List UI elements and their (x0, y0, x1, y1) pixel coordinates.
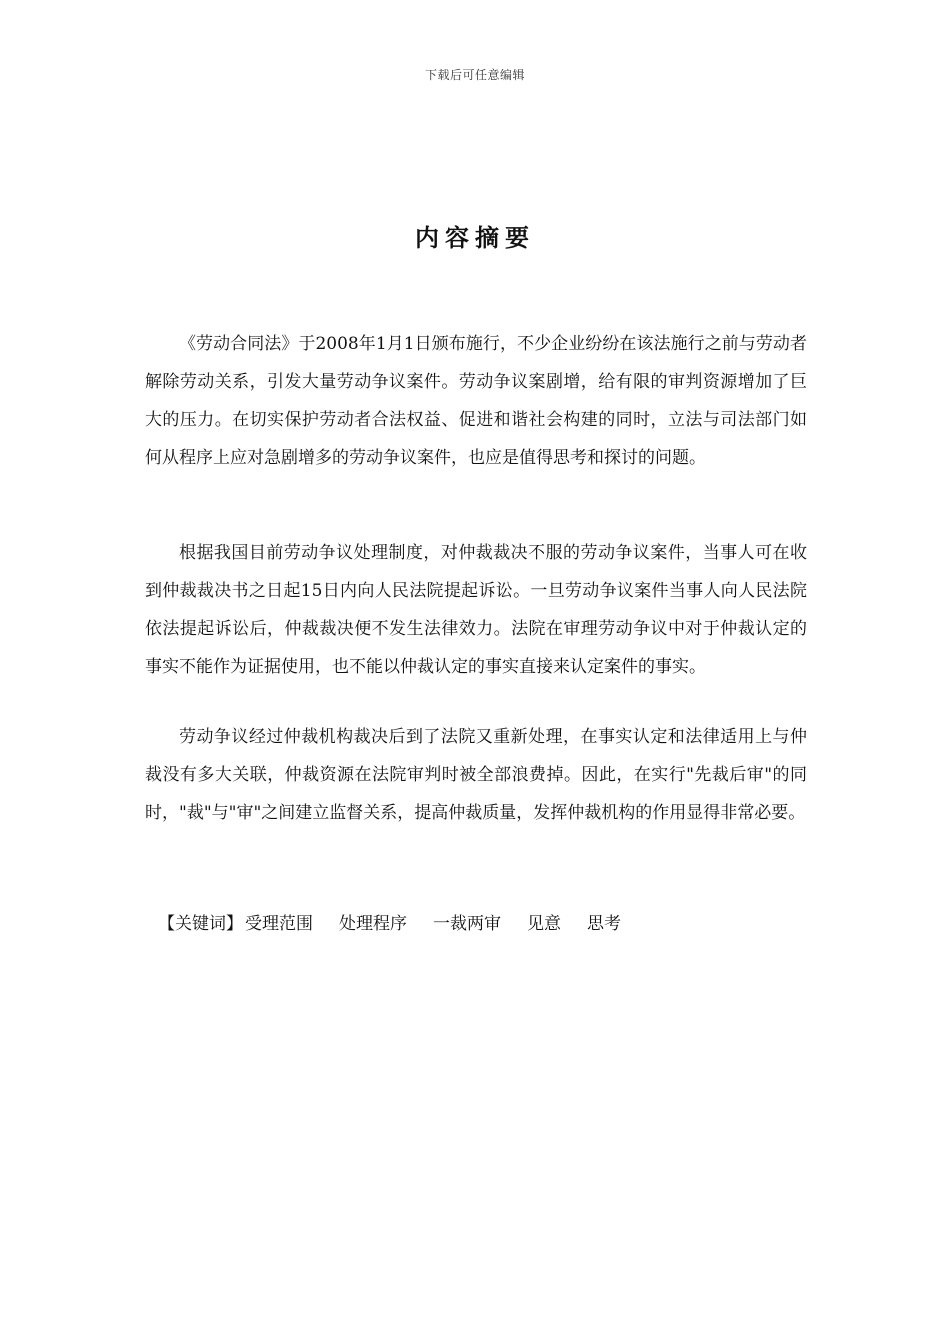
abstract-paragraph-1 (145, 325, 807, 477)
keyword-item: 思考 (587, 914, 621, 934)
abstract-paragraph-2 (145, 534, 807, 686)
keywords-label: 【关键词】 (158, 914, 243, 934)
keyword-item: 一裁两审 (433, 914, 501, 934)
keyword-item: 受理范围 (245, 914, 313, 934)
header-note: 下载后可任意编辑 (424, 68, 525, 82)
keywords-line (158, 905, 647, 943)
abstract-paragraph-3 (145, 718, 807, 832)
page-title: 内容摘要 (415, 224, 535, 252)
paragraph-text: 劳动争议经过仲裁机构裁决后到了法院又重新处理，在事实认定和法律适用上与仲裁没有多大关联，仲裁资源在法院审判时被全部浪费掉。因此，在实行"先裁后审"的同时，"裁"与"审"之间建立监督关系，提高仲裁质量，发挥仲裁机构的作用显得非常必要。 (145, 727, 807, 823)
keyword-item: 见意 (527, 914, 561, 934)
paragraph-text: 《劳动合同法》于2008年1月1日颁布施行，不少企业纷纷在该法施行之前与劳动者解除劳动关系，引发大量劳动争议案件。劳动争议案剧增，给有限的审判资源增加了巨大的压力。在切实保护劳动者合法权益、促进和谐社会构建的同时，立法与司法部门如何从程序上应对急剧增多的劳动争议案件，也应是值得思考和探讨的问题。 (145, 334, 807, 468)
keyword-item: 处理程序 (339, 914, 407, 934)
paragraph-text: 根据我国目前劳动争议处理制度，对仲裁裁决不服的劳动争议案件，当事人可在收到仲裁裁决书之日起15日内向人民法院提起诉讼。一旦劳动争议案件当事人向人民法院依法提起诉讼后，仲裁裁决便不发生法律效力。法院在审理劳动争议中对于仲裁认定的事实不能作为证据使用，也不能以仲裁认定的事实直接来认定案件的事实。 (145, 543, 807, 677)
